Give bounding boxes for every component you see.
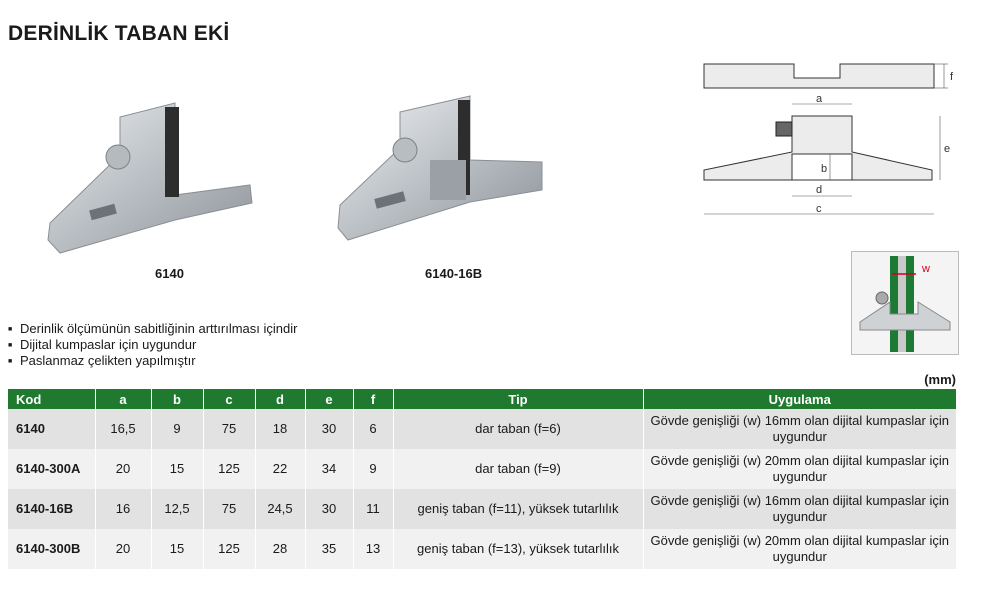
table-cell: 30 [305,489,353,529]
feature-item: ■ Paslanmaz çelikten yapılmıştır [8,353,297,369]
column-header: e [305,389,353,409]
table-cell: 22 [255,449,305,489]
dim-label-f: f [950,71,954,83]
table-row [8,489,956,529]
table-cell: 6140-16B [8,489,95,529]
table-cell: 15 [151,449,203,489]
column-header: c [203,389,255,409]
product-image-6140 [40,95,260,255]
table-row [8,529,956,569]
column-header: Kod [8,389,95,409]
table-cell: 20 [95,529,151,569]
table-cell: geniş taban (f=13), yüksek tutarlılık [393,529,643,569]
unit-label: (mm) [924,372,956,387]
table-cell: Gövde genişliği (w) 16mm olan dijital kumpaslar için uygundur [643,489,956,529]
table-cell: 30 [305,409,353,449]
inset-label-w: w [922,263,930,275]
table-header-row [8,389,956,409]
table-cell: 18 [255,409,305,449]
table-cell: 16 [95,489,151,529]
spec-table [8,389,956,569]
feature-item: ■ Derinlik ölçümünün sabitliğinin arttırılması içindir [8,321,297,337]
dim-label-a: a [816,93,823,105]
table-cell: 75 [203,489,255,529]
product-label-6140-16b: 6140-16B [425,266,483,281]
product-label-6140: 6140 [155,266,184,281]
table-cell: 28 [255,529,305,569]
table-cell: 75 [203,409,255,449]
table-cell: dar taban (f=9) [393,449,643,489]
table-cell: 9 [353,449,393,489]
dim-label-b: b [821,163,828,175]
table-cell: geniş taban (f=11), yüksek tutarlılık [393,489,643,529]
technical-drawing-front [700,92,960,222]
table-cell: 6140-300A [8,449,95,489]
table-cell: Gövde genişliği (w) 16mm olan dijital kumpaslar için uygundur [643,409,956,449]
column-header: f [353,389,393,409]
table-cell: 35 [305,529,353,569]
table-cell: 125 [203,449,255,489]
page-title: DERİNLİK TABAN EKİ [8,22,230,45]
dim-label-c: c [816,203,822,215]
table-cell: 34 [305,449,353,489]
table-cell: 125 [203,529,255,569]
table-cell: 9 [151,409,203,449]
table-row [8,409,956,449]
table-cell: Gövde genişliği (w) 20mm olan dijital kumpaslar için uygundur [643,449,956,489]
table-cell: 6140 [8,409,95,449]
feature-list [8,321,297,369]
column-header: d [255,389,305,409]
column-header: b [151,389,203,409]
caliper-inset-image [851,251,959,355]
table-cell: 15 [151,529,203,569]
table-cell: Gövde genişliği (w) 20mm olan dijital kumpaslar için uygundur [643,529,956,569]
table-cell: 6 [353,409,393,449]
table-cell: dar taban (f=6) [393,409,643,449]
product-image-6140-16b [330,90,550,250]
table-cell: 13 [353,529,393,569]
dim-label-e: e [944,143,951,155]
feature-item: ■ Dijital kumpaslar için uygundur [8,337,297,353]
column-header: Tip [393,389,643,409]
caliper-icon [852,252,958,354]
table-cell: 6140-300B [8,529,95,569]
table-row [8,449,956,489]
table-cell: 16,5 [95,409,151,449]
table-cell: 12,5 [151,489,203,529]
table-cell: 24,5 [255,489,305,529]
column-header: Uygulama [643,389,956,409]
table-cell: 11 [353,489,393,529]
column-header: a [95,389,151,409]
table-cell: 20 [95,449,151,489]
dim-label-d: d [816,184,823,196]
